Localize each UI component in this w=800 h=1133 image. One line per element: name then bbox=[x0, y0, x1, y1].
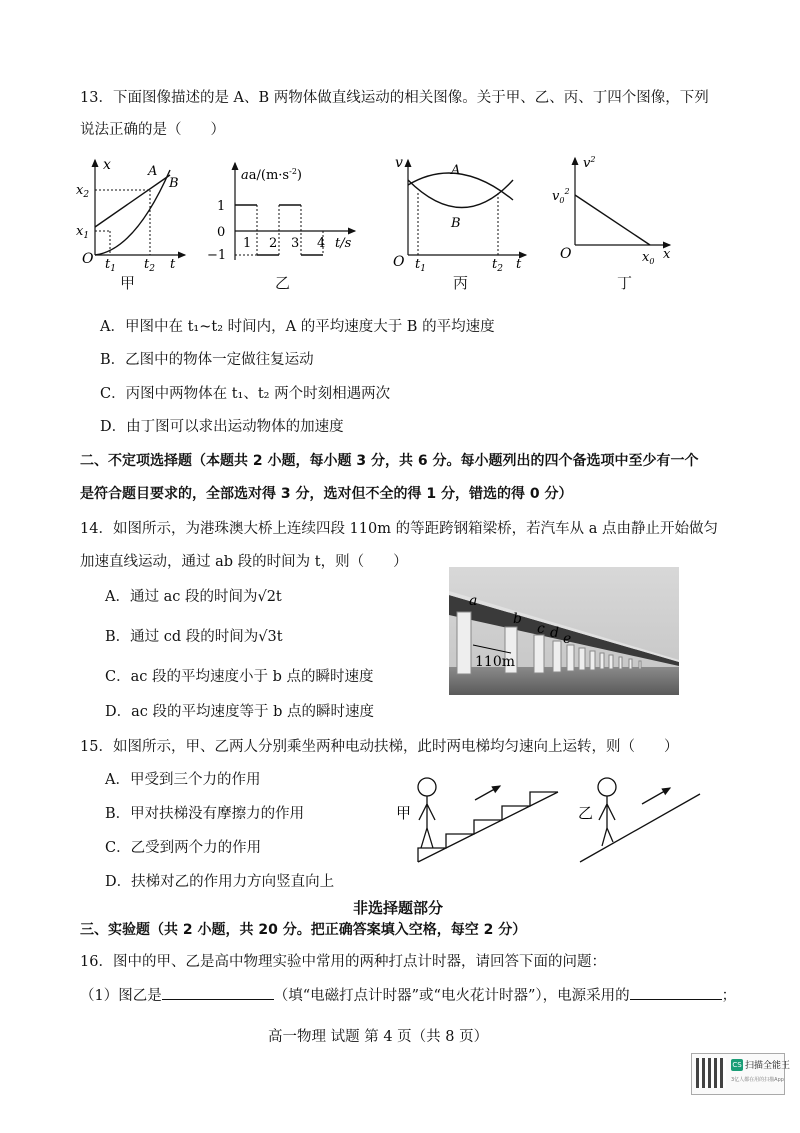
answer-blank-2[interactable] bbox=[630, 985, 722, 1000]
section2-header-line2: 是符合题目要求的，全部选对得 3 分，选对但不全的得 1 分，错选的得 0 分） bbox=[80, 486, 573, 502]
svg-text:x: x bbox=[663, 247, 671, 262]
graph-yi bbox=[205, 155, 365, 270]
answer-blank-1[interactable] bbox=[162, 985, 274, 1000]
svg-text:−1: −1 bbox=[207, 248, 227, 263]
svg-text:4: 4 bbox=[317, 236, 326, 251]
svg-text:0: 0 bbox=[217, 225, 226, 240]
q13-option-b: B．乙图中的物体一定做往复运动 bbox=[100, 352, 314, 368]
svg-text:O: O bbox=[393, 254, 405, 270]
svg-text:1: 1 bbox=[243, 236, 252, 251]
svg-text:x0: $x_0$ bbox=[642, 250, 655, 266]
svg-text:O: O bbox=[560, 246, 572, 262]
svg-text:t: t bbox=[516, 257, 522, 272]
badge-brand: 扫描全能王 bbox=[745, 1061, 791, 1071]
svg-text:t1: $t_1$ bbox=[105, 257, 116, 274]
svg-text:3: 3 bbox=[291, 236, 300, 251]
graph-jia bbox=[70, 155, 195, 274]
q14-stem-line2: 加速直线运动，通过 ab 段的时间为 t，则（ ） bbox=[80, 554, 408, 570]
svg-text:t2: $t_2$ bbox=[492, 257, 503, 274]
caption-ding: 丁 bbox=[617, 274, 633, 292]
cs-logo-icon: CS bbox=[732, 1061, 742, 1069]
svg-text:1: 1 bbox=[217, 199, 226, 214]
svg-text:B: B bbox=[451, 216, 461, 231]
bridge-photo bbox=[449, 567, 679, 695]
q14-stem-line1: 14．如图所示，为港珠澳大桥上连续四段 110m 的等距跨钢箱梁桥，若汽车从 a 点由静止开始做匀 bbox=[80, 521, 718, 537]
q13-option-d: D．由丁图可以求出运动物体的加速度 bbox=[100, 419, 344, 435]
svg-text:aa/(m·s-2): $aa/(m\cdot s^{-2})$ bbox=[241, 167, 302, 183]
section3-header: 三、实验题（共 2 小题，共 20 分。把正确答案填入空格，每空 2 分） bbox=[80, 922, 527, 938]
photo-label-b: b bbox=[513, 611, 522, 627]
photo-label-d: d bbox=[550, 625, 559, 641]
caption-bing: 丙 bbox=[453, 274, 469, 292]
label-b: B bbox=[169, 176, 179, 191]
badge-subtitle: 3亿人都在用的扫描App bbox=[731, 1077, 784, 1083]
q16-stem: 16．图中的甲、乙是高中物理实验中常用的两种打点计时器，请回答下面的问题： bbox=[80, 954, 606, 970]
q13-option-c: C．丙图中两物体在 t₁、t₂ 两个时刻相遇两次 bbox=[100, 386, 391, 402]
qr-code-icon bbox=[696, 1058, 726, 1088]
part-title: 非选择题部分 bbox=[353, 899, 444, 917]
caption-jia: 甲 bbox=[120, 274, 136, 292]
q14-option-d: D．ac 段的平均速度等于 b 点的瞬时速度 bbox=[105, 704, 374, 720]
graph-bing bbox=[388, 155, 533, 274]
q14-option-a: A．通过 ac 段的时间为√2t bbox=[105, 589, 282, 605]
q15-option-b: B．甲对扶梯没有摩擦力的作用 bbox=[105, 806, 305, 822]
svg-text:t2: $t_2$ bbox=[144, 257, 155, 274]
q15-option-d: D．扶梯对乙的作用力方向竖直向上 bbox=[105, 874, 335, 890]
svg-text:x2: $x_2$ bbox=[76, 183, 90, 200]
q15-option-a: A．甲受到三个力的作用 bbox=[105, 772, 261, 788]
page-footer: 高一物理 试题 第 4 页（共 8 页） bbox=[268, 1029, 489, 1045]
svg-text:v2: $v^2$ bbox=[583, 155, 596, 171]
section2-header-line1: 二、不定项选择题（本题共 2 小题，每小题 3 分，共 6 分。每小题列出的四个备选项中至少有一个 bbox=[80, 453, 699, 469]
caption-yi: 乙 bbox=[275, 274, 291, 292]
person-jia-label: 甲 bbox=[396, 804, 412, 822]
q16-sub1: （1）图乙是 （填“电磁打点计时器”或“电火花计时器”），电源采用的 ； bbox=[80, 984, 736, 1005]
escalator-figure bbox=[390, 770, 705, 870]
svg-text:t: t bbox=[170, 257, 176, 272]
q13-stem-line1: 13．下面图像描述的是 A、B 两物体做直线运动的相关图像。关于甲、乙、丙、丁四个图像，下列 bbox=[80, 90, 709, 106]
q15-stem: 15．如图所示，甲、乙两人分别乘坐两种电动扶梯，此时两电梯均匀速向上运转，则（ ） bbox=[80, 739, 679, 755]
scanner-badge bbox=[691, 1053, 791, 1095]
person-yi-label: 乙 bbox=[578, 804, 594, 822]
photo-label-c: c bbox=[537, 621, 545, 637]
svg-text:x1: $x_1$ bbox=[76, 224, 90, 241]
svg-text:t1: $t_1$ bbox=[415, 257, 426, 274]
svg-text:A: A bbox=[451, 163, 461, 178]
q13-option-a: A．甲图中在 t₁~t₂ 时间内，A 的平均速度大于 B 的平均速度 bbox=[100, 319, 495, 335]
photo-label-e: e bbox=[563, 631, 572, 647]
svg-text:v02: $v_0^2$ bbox=[552, 187, 570, 205]
svg-text:2: 2 bbox=[269, 236, 278, 251]
photo-span-label: 110m bbox=[475, 654, 515, 670]
graph-jia-ylabel: x bbox=[103, 157, 111, 173]
q14-option-c: C．ac 段的平均速度小于 b 点的瞬时速度 bbox=[105, 669, 374, 685]
q15-option-c: C．乙受到两个力的作用 bbox=[105, 840, 262, 856]
graph-ding bbox=[550, 150, 680, 268]
q13-stem-line2: 说法正确的是（ ） bbox=[80, 122, 225, 138]
q14-option-b: B．通过 cd 段的时间为√3t bbox=[105, 629, 283, 645]
svg-text:v: v bbox=[395, 155, 403, 171]
photo-label-a: a bbox=[469, 593, 478, 609]
line-b bbox=[95, 175, 170, 227]
svg-text:t/s: t/s bbox=[335, 236, 352, 251]
svg-text:O: O bbox=[82, 251, 94, 267]
label-a: A bbox=[148, 164, 158, 179]
